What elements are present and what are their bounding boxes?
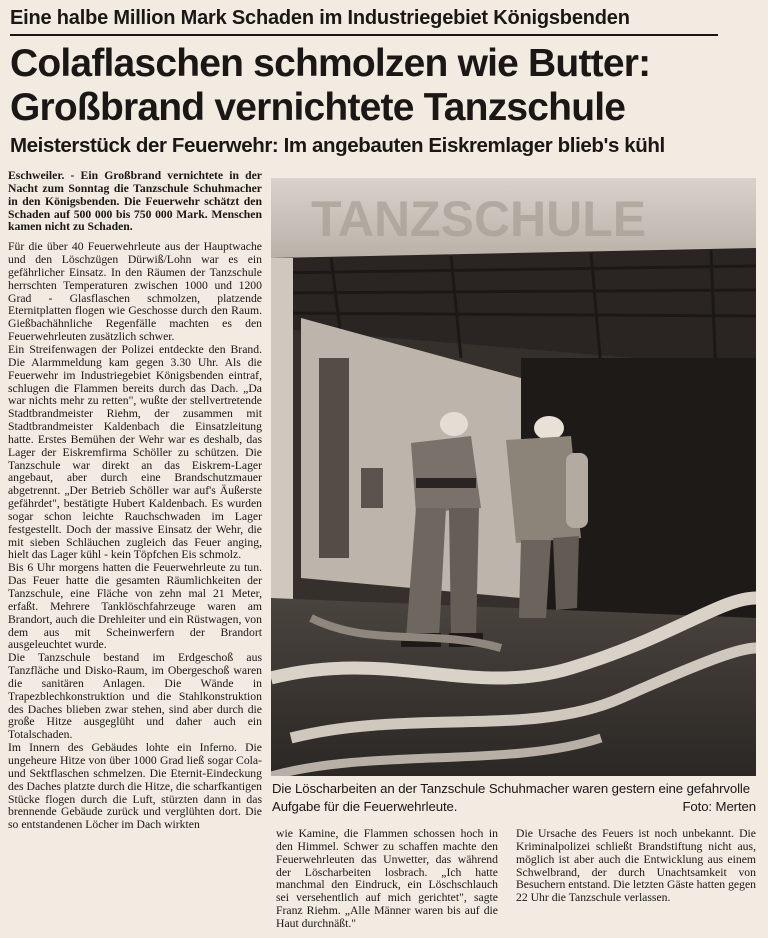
sign-lettering: TANZSCHULE bbox=[311, 191, 647, 247]
article-column-1 bbox=[8, 170, 262, 832]
caption-text: Die Löscharbeiten an der Tanzschule Schuhmacher waren gestern eine gefahrvolle Aufgabe für die Feuerwehrleute. bbox=[272, 781, 750, 814]
firefighters-photo bbox=[271, 178, 756, 776]
subhead: Meisterstück der Feuerwehr: Im angebauten Eiskremlager blieb's kühl bbox=[10, 134, 665, 157]
headline-line-1: Colaflaschen schmolzen wie Butter: bbox=[10, 42, 651, 85]
body-paragraph: wie Kamine, die Flammen schossen hoch in den Himmel. Schwer zu schaffen machte den Feuerwehrleuten das Unwetter, das während der Löscharbeiten losbrach. „Ich hatte manchmal den Eindruck, ein Löschschlauch sei versehentlich auf mich gerichtet", sagte Franz Riehm. „Alle Männer waren bis auf die Haut durchnäßt." bbox=[276, 827, 498, 930]
photo-credit: Foto: Merten bbox=[682, 799, 756, 814]
body-paragraph: Die Ursache des Feuers ist noch unbekannt. Die Kriminalpolizei schließt Brandstiftung nicht aus, möglich ist aber auch die Entwicklung aus einem Schwelbrand, der durch Unachtsamkeit von Besuchern entstand. Die letzten Gäste hatten gegen 22 Uhr die Tanzschule verlassen. bbox=[516, 827, 756, 905]
article-column-2 bbox=[276, 828, 498, 931]
lead-paragraph: Eschweiler. - Ein Großbrand vernichtete in der Nacht zum Sonntag die Tanzschule Schuhmacher in den Königsbenden. Die Feuerwehr schätzt den Schaden auf 500 000 bis 750 000 Mark. Menschen kamen nicht zu Schaden. bbox=[8, 169, 262, 234]
kicker: Eine halbe Million Mark Schaden im Industriegebiet Königsbenden bbox=[10, 5, 718, 36]
headline-line-2: Großbrand vernichtete Tanzschule bbox=[10, 86, 626, 129]
body-paragraph: Im Innern des Gebäudes lohte ein Inferno. Die ungeheure Hitze von über 1000 Grad ließ sogar Cola- und Sektflaschen schmelzen. Die Eternit-Eindeckung des Daches platzte durch die Hitze, die scharfkantigen Stücke flogen durch die Luft, stürzten dann in das brennende Gebäude zurück und verglühten dort. Die so entstandenen Löcher im Dach wirkten bbox=[8, 741, 262, 832]
photo-caption bbox=[272, 780, 756, 816]
headline bbox=[10, 42, 760, 130]
body-paragraph: Ein Streifenwagen der Polizei entdeckte den Brand. Die Alarmmeldung kam gegen 3.30 Uhr. Als die Feuerwehr im Industriegebiet Königsbenden eintraf, schlugen die Flammen bereits durch das Dach. „Da war nichts mehr zu retten", wußte der stellvertretende Stadtbrandmeister Riehm, der zusammen mit Stadtbrandmeister Kaldenbach die Einsatzleitung hatte. Erstes Bemühen der Wehr war es deshalb, das Lager der Eiskremfirma Schöller zu schützen. Die Tanzschule war direkt an das Eiskrem-Lager angebaut, aber durch eine Brandschutzmauer abgetrennt. „Der Betrieb Schöller war auf's Äußerste gefährdet", bestätigte Hubert Kaldenbach. Es wurden sogar schon leichte Rauchschwaden im Lager festgestellt. Doch der massive Einsatz der Wehr, die mit sieben Schläuchen zugleich das Feuer anging, hielt das Lager kühl - kein Töpfchen Eis schmolz. bbox=[8, 342, 262, 562]
news-photo bbox=[271, 178, 756, 776]
article-column-3 bbox=[516, 828, 756, 905]
body-paragraph: Für die über 40 Feuerwehrleute aus der Hauptwache und den Löschzügen Dürwiß/Lohn war es ein gefährlicher Einsatz. In den Räumen der Tanzschule herrschten Temperaturen zwischen 1000 und 1200 Grad - Glasflaschen schmolzen, platzende Eternitplatten flogen wie Geschosse durch den Raum. Gießbachähnliche Regenfälle machten es den Feuerwehrleuten zusätzlich schwer. bbox=[8, 240, 262, 344]
body-paragraph: Die Tanzschule bestand im Erdgeschoß aus Tanzfläche und Disko-Raum, im Obergeschoß waren die sanitären Anlagen. Die Wände in Trapezblechkonstruktion und die Stahlkonstruktion des Daches blieben zwar stehen, sind aber durch die große Hitze ausgeglüht und daher auch ein Totalschaden. bbox=[8, 651, 262, 742]
body-paragraph: Bis 6 Uhr morgens hatten die Feuerwehrleute zu tun. Das Feuer hatte die gesamten Räumlichkeiten der Tanzschule, eine Fläche von zehn mal 21 Meter, erfaßt. Mehrere Tanklöschfahrzeuge waren am Brandort, auch die Drehleiter und ein Rüstwagen, von dem aus mit Scheinwerfern der Brandort ausgeleuchtet wurde. bbox=[8, 561, 262, 652]
doorway bbox=[319, 358, 349, 558]
